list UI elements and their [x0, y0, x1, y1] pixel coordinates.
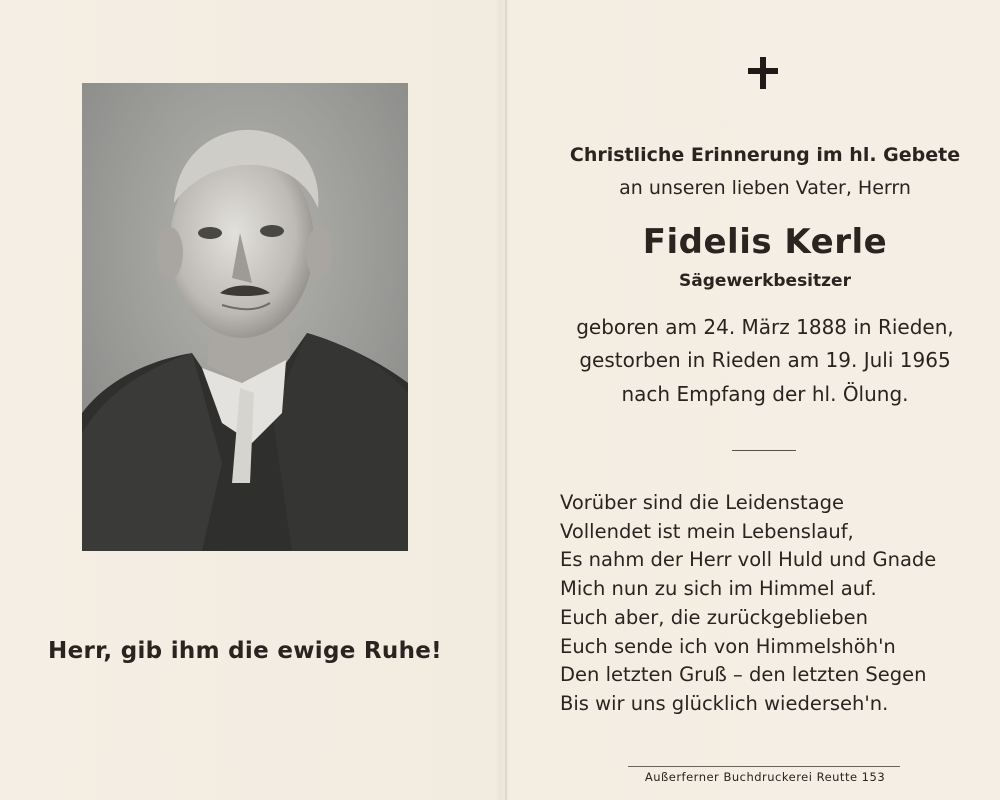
poem [560, 489, 980, 719]
sacrament-line: nach Empfang der hl. Ölung. [621, 382, 909, 406]
occupation: Sägewerkbesitzer [679, 271, 851, 291]
poem-line: Mich nun zu sich im Himmel auf. [560, 577, 877, 601]
portrait-photo [82, 83, 408, 551]
poem-line: Euch sende ich von Himmelshöh'n [560, 634, 896, 658]
printer-rule [628, 766, 900, 767]
deceased-name: Fidelis Kerle [642, 222, 888, 262]
divider [732, 450, 796, 451]
poem-line: Bis wir uns glücklich wiederseh'n. [560, 691, 889, 715]
subheading-dedication: an unseren lieben Vater, Herrn [619, 177, 911, 199]
poem-line: Den letzten Gruß – den letzten Segen [560, 663, 927, 687]
printer-imprint: Außerferner Buchdruckerei Reutte 153 [644, 770, 886, 784]
poem-line: Vorüber sind die Leidenstage [560, 491, 845, 514]
caption-prayer: Herr, gib ihm die ewige Ruhe! [48, 638, 442, 664]
cross-icon [745, 55, 781, 91]
birth-line: geboren am 24. März 1888 in Rieden, [576, 315, 954, 339]
poem-line: Euch aber, die zurückgeblieben [560, 605, 868, 629]
card-fold [505, 0, 507, 800]
poem-line: Es nahm der Herr voll Huld und Gnade [560, 548, 937, 572]
death-line: gestorben in Rieden am 19. Juli 1965 [579, 348, 951, 372]
poem-line: Vollendet ist mein Lebenslauf, [560, 519, 854, 543]
heading-remembrance: Christliche Erinnerung im hl. Gebete [569, 144, 961, 166]
